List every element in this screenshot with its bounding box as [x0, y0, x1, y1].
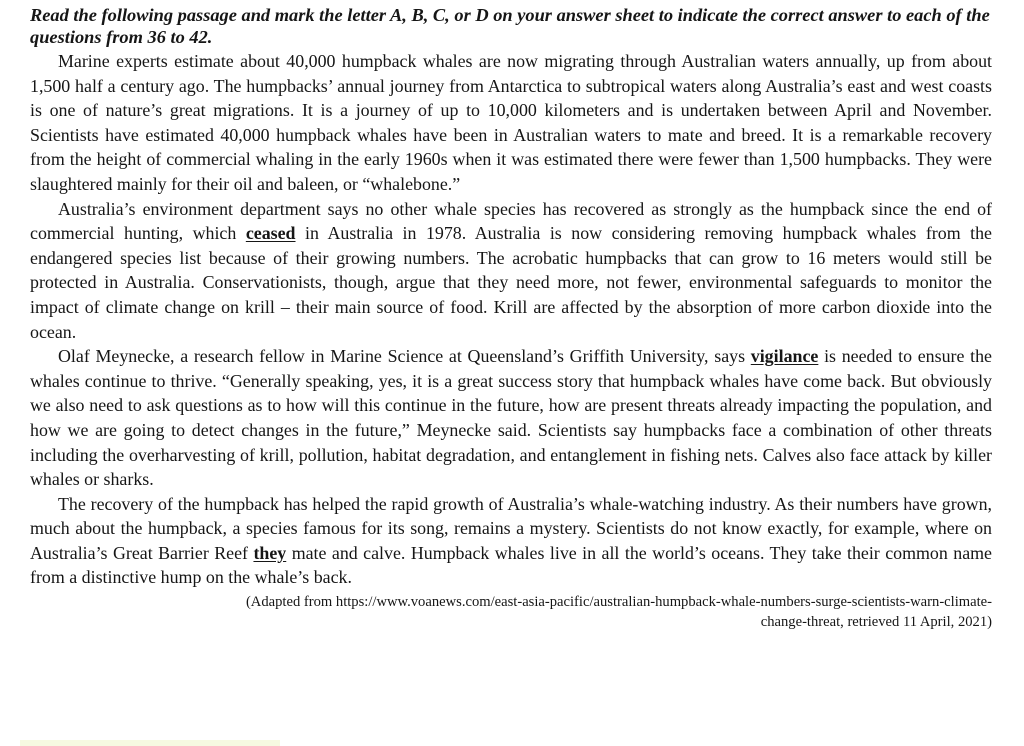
instructions-heading: Read the following passage and mark the letter A, B, C, or D on your answer sheet to indicate the correct answer to each of the questions from 36 to 42.	[30, 5, 990, 47]
source-citation	[30, 592, 992, 632]
paragraph-3	[30, 344, 992, 492]
paragraph-3-text-before: Olaf Meynecke, a research fellow in Marine Science at Queensland’s Griffith University, says	[58, 346, 751, 367]
paragraph-2	[30, 197, 992, 345]
keyword-ceased: ceased	[245, 223, 296, 244]
keyword-they: they	[253, 542, 287, 563]
paragraph-1-text: Marine experts estimate about 40,000 humpback whales are now migrating through Australian waters annually, up from about 1,500 half a century ago. The humpbacks’ annual journey from Antarctica to subtropical waters along Australia’s east and west coasts is one of nature’s great migrations. It is a journey of up to 10,000 kilometers and is undertaken between April and November. Scientists have estimated 40,000 humpback whales have been in Australian waters to mate and breed. It is a remarkable recovery from the height of commercial whaling in the early 1960s when it was estimated there were fewer than 1,500 humpbacks. They were slaughtered mainly for their oil and baleen, or “whalebone.”	[30, 51, 992, 194]
paragraph-2-text-before: Australia’s environment department says no other whale species has recovered as strongly as the humpback since the end of commercial hunting, which	[30, 198, 992, 244]
paragraph-4-text-before: The recovery of the humpback has helped the rapid growth of Australia’s whale-watching industry. As their numbers have grown, much about the humpback, a species famous for its song, remains a mystery. Scientists do not know exactly, for example, where on Australia’s Great Barrier Reef	[30, 493, 992, 563]
paragraph-4-text-after: mate and calve. Humpback whales live in all the world’s oceans. They take their common name from a distinctive hump on the whale’s back.	[30, 542, 992, 588]
paragraph-4	[30, 492, 992, 590]
source-citation-line-2: change-threat, retrieved 11 April, 2021)	[760, 614, 992, 631]
paragraph-2-text-after: in Australia in 1978. Australia is now considering removing humpback whales from the endangered species list because of their growing numbers. The acrobatic humpbacks that can grow to 16 meters would still be protected in Australia. Conservationists, though, argue that they need more, not fewer, environmental safeguards to monitor the impact of climate change on krill – their main source of food. Krill are affected by the absorption of more carbon dioxide into the ocean.	[30, 223, 992, 342]
paragraph-1	[30, 49, 992, 197]
page-edge-shading	[20, 740, 280, 746]
reading-passage-page	[30, 4, 992, 632]
paragraph-3-text-after: is needed to ensure the whales continue to thrive. “Generally speaking, yes, it is a great success story that humpback whales have come back. But obviously we also need to ask questions as to how will this continue in the future, how are present threats already impacting the population, and how we are going to detect changes in the future,” Meynecke said. Scientists say humpbacks face a combination of other threats including the overharvesting of krill, pollution, habitat degradation, and entanglement in fishing nets. Calves also face attack by killer whales or sharks.	[30, 346, 992, 490]
keyword-vigilance: vigilance	[750, 346, 819, 367]
source-citation-line-1: (Adapted from https://www.voanews.com/east-asia-pacific/australian-humpback-whale-numbers-surge-scientists-warn-climate-	[245, 594, 992, 611]
